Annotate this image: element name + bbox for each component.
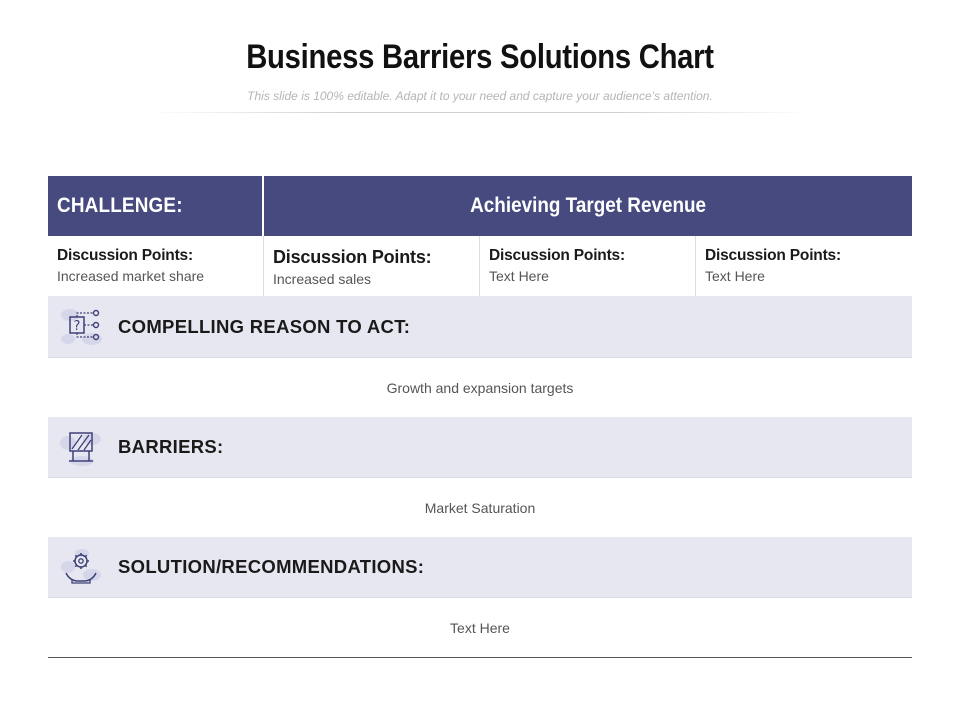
- discussion-point-cell: [264, 236, 480, 296]
- discussion-points-row: [48, 236, 912, 297]
- page-subtitle: This slide is 100% editable. Adapt it to your need and capture your audience’s attention.: [247, 89, 713, 103]
- section-header-compelling-reason: [48, 297, 912, 358]
- section-body: Growth and expansion targets: [386, 379, 574, 396]
- gear-hands-icon: [48, 537, 118, 597]
- discussion-point-title: Discussion Points:: [489, 247, 625, 264]
- section-label: SOLUTION/RECOMMENDATIONS:: [118, 556, 425, 577]
- section-label: COMPELLING REASON TO ACT:: [118, 316, 411, 337]
- challenge-label: CHALLENGE:: [57, 194, 183, 217]
- discussion-point-text: Text Here: [489, 268, 549, 284]
- svg-text:?: ?: [73, 319, 81, 334]
- barriers-solutions-table: [48, 176, 912, 658]
- discussion-point-cell: [696, 236, 912, 296]
- discussion-point-text: Text Here: [705, 268, 765, 284]
- discussion-point-text: Increased sales: [273, 271, 372, 287]
- section-body: Market Saturation: [424, 499, 536, 516]
- section-header-barriers: [48, 417, 912, 478]
- discussion-point-title: Discussion Points:: [705, 247, 841, 264]
- roadblock-icon: [48, 417, 118, 477]
- page-title: Business Barriers Solutions Chart: [246, 38, 714, 76]
- challenge-label-cell: [48, 176, 264, 236]
- discussion-point-cell: [48, 236, 264, 296]
- discussion-point-cell: [480, 236, 696, 296]
- title-divider: [150, 112, 810, 113]
- section-body: Text Here: [48, 598, 912, 658]
- discussion-point-title: Discussion Points:: [273, 247, 432, 267]
- discussion-point-title: Discussion Points:: [57, 247, 193, 264]
- decision-flow-icon: [48, 297, 118, 357]
- discussion-point-text: Increased market share: [57, 268, 205, 284]
- challenge-value: Achieving Target Revenue: [470, 194, 706, 217]
- section-label: BARRIERS:: [118, 436, 224, 457]
- challenge-value-cell: [264, 176, 912, 236]
- challenge-header-row: [48, 176, 912, 236]
- section-header-solution: [48, 537, 912, 598]
